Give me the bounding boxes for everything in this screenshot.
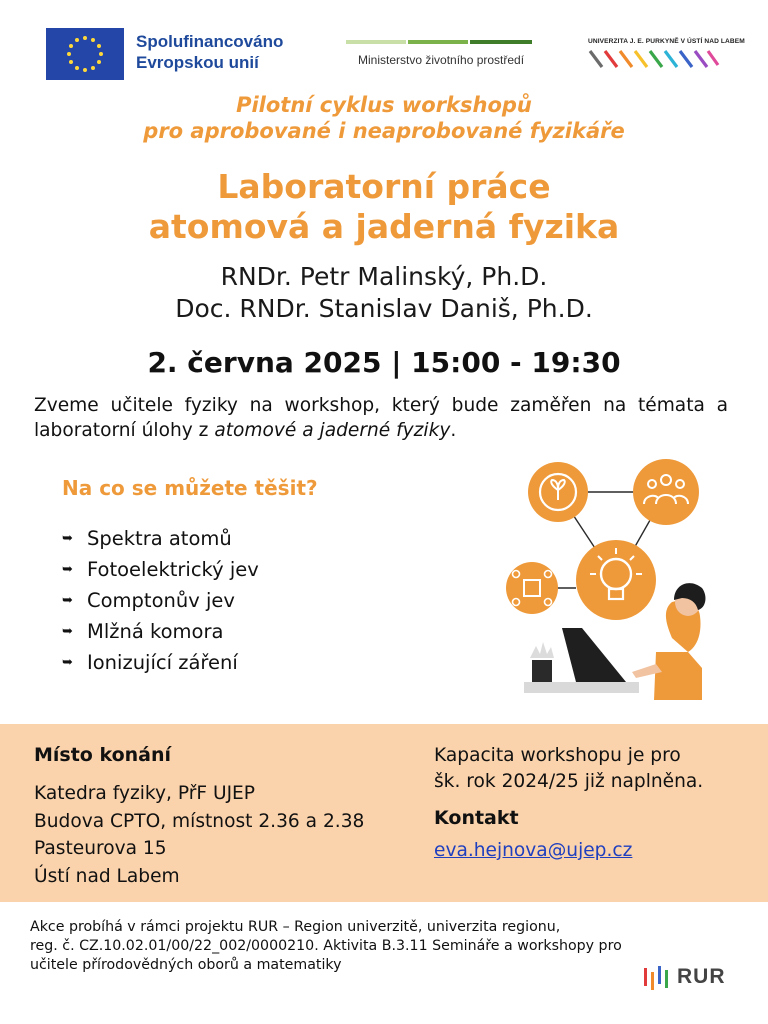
topic-label: Comptonův jev [87, 589, 235, 612]
topic-label: Spektra atomů [87, 527, 232, 550]
venue-line: Pasteurova 15 [34, 838, 167, 859]
rur-logo-text: RUR [677, 965, 726, 988]
people-group-icon [633, 459, 699, 525]
title-line2: atomová a jaderná fyzika [148, 207, 620, 246]
topic-label: Ionizující záření [87, 651, 238, 674]
footer-line1: Akce probíhá v rámci projektu RUR – Region univerzitě, univerzita regionu, [30, 919, 561, 935]
event-date: 2. června 2025 | 15:00 - 19:30 [147, 346, 621, 379]
arrow-right-icon: ➥ [62, 655, 73, 670]
authors [0, 261, 768, 325]
sustainability-icon [528, 462, 588, 522]
page-title [0, 167, 768, 247]
capacity-line1: Kapacita workshopu je pro [434, 745, 681, 766]
arrow-right-icon: ➥ [62, 593, 73, 608]
contact-email-link[interactable]: eva.hejnova@ujep.cz [434, 840, 633, 861]
intro-end: . [450, 420, 457, 441]
contact-heading: Kontakt [434, 807, 519, 829]
capacity-note [434, 743, 703, 795]
city-network-icon [506, 562, 558, 614]
venue-line: Budova CPTO, místnost 2.36 a 2.38 [34, 810, 365, 832]
eu-logo-line1: Spolufinancováno [136, 32, 284, 51]
eu-logo-text [136, 31, 283, 73]
footer-line2: reg. č. CZ.10.02.01/00/22_002/0000210. Aktivita B.3.11 Semináře a workshopy pro [30, 938, 622, 954]
intro-paragraph [34, 393, 728, 443]
ministry-bar-mid [408, 40, 468, 44]
rur-logo-icon [642, 964, 672, 990]
author-2: Doc. RNDr. Stanislav Daniš, Ph.D. [175, 294, 593, 323]
person-laptop-illustration [476, 452, 726, 700]
ministry-bar-light [346, 40, 406, 44]
footer-note [30, 918, 730, 975]
title-line1: Laboratorní práce [217, 167, 551, 206]
ministry-bar-dark [470, 40, 532, 44]
topic-label: Fotoelektrický jev [87, 558, 259, 581]
arrow-right-icon: ➥ [62, 531, 73, 546]
list-item [62, 554, 259, 585]
topics-list [62, 523, 259, 678]
list-item [62, 616, 259, 647]
venue-address [34, 780, 364, 890]
venue-heading: Místo konání [34, 744, 172, 766]
subtitle-line1: Pilotní cyklus workshopů [236, 93, 532, 117]
lightbulb-brain-icon [576, 540, 656, 620]
author-1: RNDr. Petr Malinský, Ph.D. [220, 262, 548, 291]
topics-heading: Na co se můžete těšit? [62, 476, 318, 500]
eu-flag-icon [46, 28, 124, 80]
list-item [62, 647, 259, 678]
university-name: UNIVERZITA J. E. PURKYNĚ V ÚSTÍ NAD LABEM [588, 38, 745, 45]
venue-line: Ústí nad Labem [34, 865, 180, 887]
footer-line3: učitele přírodovědných oborů a matematiky [30, 957, 342, 973]
subtitle-line2: pro aprobované i neaprobované fyzikáře [143, 119, 625, 143]
venue-line: Katedra fyziky, PřF UJEP [34, 783, 256, 804]
list-item [62, 585, 259, 616]
university-stripes-icon [588, 48, 720, 70]
ministry-name: Ministerstvo životního prostředí [358, 53, 525, 67]
eu-logo-line2: Evropskou unií [136, 53, 259, 72]
intro-text: Zveme učitele fyziky na workshop, který bude zaměřen na témata a laboratorní úlohy z [34, 395, 728, 441]
topic-label: Mlžná komora [87, 620, 224, 643]
intro-emphasis: atomové a jaderné fyziky [214, 420, 451, 441]
arrow-right-icon: ➥ [62, 624, 73, 639]
arrow-right-icon: ➥ [62, 562, 73, 577]
list-item [62, 523, 259, 554]
subtitle [0, 92, 768, 144]
capacity-line2: šk. rok 2024/25 již naplněna. [434, 771, 704, 792]
